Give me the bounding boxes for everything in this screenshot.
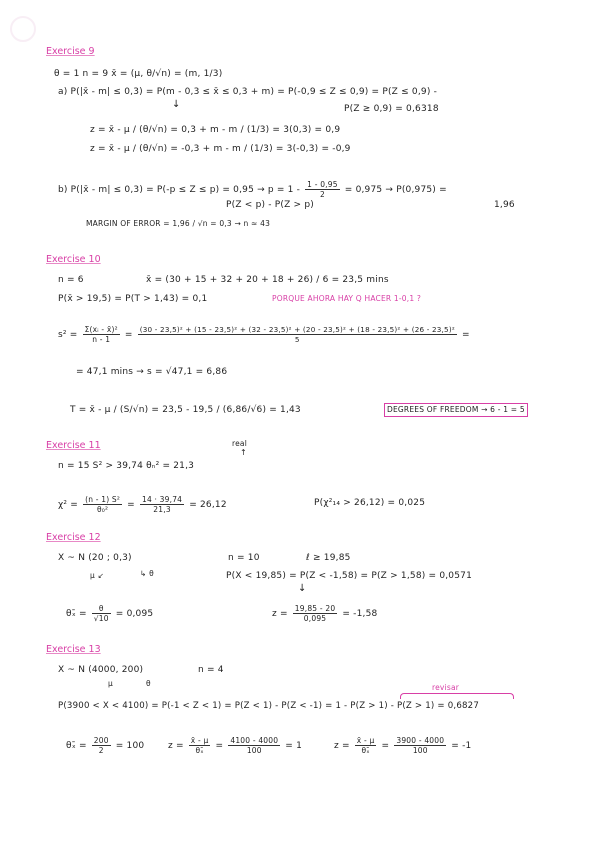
- ex10-question-note: PORQUE AHORA HAY Q HACER 1-0,1 ?: [272, 294, 422, 303]
- s2-expansion-fraction: [138, 325, 457, 344]
- ex13-theta-note: θ: [146, 679, 151, 688]
- ex13-n: n = 4: [198, 665, 224, 675]
- frac-denominator: n - 1: [92, 335, 111, 344]
- up-arrow-icon: ↑: [240, 448, 247, 457]
- sigma-value: = 0,095: [115, 609, 154, 619]
- frac-numerator: 14 · 39,74: [141, 495, 183, 504]
- exercise-9-title: Exercise 9: [46, 46, 95, 57]
- ex9-z-upper: z = x̄ - μ / (θ/√n) = 0,3 + m - m / (1/3) = 3(0,3) = 0,9: [90, 125, 341, 135]
- frac-denominator: √10: [93, 614, 109, 623]
- ex10-variance-formula: s² = $\frac{\text{Σ(xᵢ - x̄)²}}{n - 1}$ = (30 - 23,5)² + (15 - 23,5)² + (32 - 23,5)² + (20 - 23,5)² + (18 - 23,5)² + (26 - 23,5)² 5 =: [58, 325, 470, 344]
- s2-fraction: [83, 325, 120, 344]
- chi-fraction-1: [83, 495, 122, 514]
- ex11-chi-square: χ² = $\frac{\text{(n - 1) S²}}{\text{θ₀²}}$ = $\frac{14 \cdot 39,74}{21,3}$ = 26,12: [58, 495, 227, 514]
- ex9-part-a: a) P(|x̄ - m| ≤ 0,3) = P(m - 0,3 ≤ x̄ ≤ 0,3 + m) = P(-0,9 ≤ Z ≤ 0,9) = P(Z ≤ 0,9) -: [58, 87, 438, 97]
- frac-numerator: (n - 1) S²: [85, 495, 121, 504]
- ex9-part-b-prob: P(Z < p) - P(Z > p): [226, 200, 314, 210]
- frac-denominator: 0,095: [303, 614, 327, 623]
- frac-denominator: 100: [412, 746, 428, 755]
- ex12-limit: ℓ ≥ 19,85: [306, 553, 351, 563]
- ex9-part-a-result: P(Z ≥ 0,9) = 0,6318: [344, 104, 439, 114]
- ex12-distribution: X ~ N (20 ; 0,3): [58, 553, 132, 563]
- ex12-n: n = 10: [228, 553, 260, 563]
- z1-fraction: [189, 736, 211, 755]
- ex13-std-error: [66, 736, 144, 755]
- exercise-13-title: Exercise 13: [46, 644, 101, 655]
- s2-label: s² =: [58, 330, 78, 340]
- frac-numerator: 19,85 - 20: [294, 604, 336, 613]
- frac-denominator: θₓ̄: [361, 746, 370, 755]
- sigma-label: θₓ̄ =: [66, 609, 87, 619]
- s-label: θₓ̄ =: [66, 741, 87, 751]
- ex10-n: n = 6: [58, 275, 84, 285]
- frac-numerator: 200: [93, 736, 109, 745]
- z2-label: z =: [334, 741, 350, 751]
- down-arrow-icon: ↓: [298, 583, 307, 594]
- ex10-variance-result: = 47,1 mins → s = √47,1 = 6,86: [76, 367, 228, 377]
- ex12-z-score: [272, 604, 377, 623]
- frac-numerator: 4100 - 4000: [230, 736, 279, 745]
- exercise-10-title: Exercise 10: [46, 254, 101, 265]
- frac-denominator: 100: [246, 746, 262, 755]
- ex13-revisar-note: revisar: [432, 683, 460, 692]
- ex9-margin-of-error: MARGIN OF ERROR = 1,96 / √n = 0,3 → n ≈ 43: [86, 219, 271, 228]
- frac-denominator: θₓ̄: [195, 746, 204, 755]
- z-value: = -1,58: [342, 609, 378, 619]
- faded-logo-icon: [10, 16, 36, 42]
- frac-numerator: Σ(xᵢ - x̄)²: [84, 325, 118, 334]
- s-fraction: [92, 736, 111, 755]
- frac-numerator: 3900 - 4000: [396, 736, 445, 745]
- chi-fraction-2: [140, 495, 184, 514]
- z-label: z =: [272, 609, 288, 619]
- ex10-probability: P(x̄ > 19,5) = P(T > 1,43) = 0,1: [58, 294, 208, 304]
- ex9-part-b-tail: = 0,975 → P(0,975) =: [344, 185, 447, 195]
- ex13-z-lower: z = $\frac{x̄ - \mu}{\text{θₓ̄}}$ = $\frac{3900 - 4000}{100}$ = -1: [334, 736, 472, 755]
- ex11-real-note: real: [232, 439, 248, 448]
- z1-label: z =: [168, 741, 184, 751]
- theta-label: θ: [149, 569, 154, 578]
- frac-denominator: 21,3: [153, 505, 171, 514]
- ex13-distribution: X ~ N (4000, 200): [58, 665, 144, 675]
- ex13-mu-note: μ: [108, 679, 113, 688]
- ex12-probability: P(X < 19,85) = P(Z < -1,58) = P(Z > 1,58) = 0,0571: [226, 571, 473, 581]
- ex9-part-b: [58, 180, 447, 199]
- frac-numerator: x̄ - μ: [190, 736, 209, 745]
- frac-numerator: (30 - 23,5)² + (15 - 23,5)² + (32 - 23,5)² + (20 - 23,5)² + (18 - 23,5)² + (26 - 23,5)²: [139, 325, 455, 334]
- exercise-12-title: Exercise 12: [46, 532, 101, 543]
- ex10-degrees-of-freedom: DEGREES OF FREEDOM → 6 - 1 = 5: [384, 403, 528, 417]
- ex9-part-b-z: 1,96: [494, 200, 515, 210]
- ex12-mu-note: μ ↙: [90, 571, 105, 580]
- ex10-mean: x̄ = (30 + 15 + 32 + 20 + 18 + 26) / 6 = 23,5 mins: [146, 275, 389, 285]
- ex9-z-lower: z = x̄ - μ / (θ/√n) = -0,3 + m - m / (1/3) = 3(-0,3) = -0,9: [90, 144, 351, 154]
- frac-denominator: 2: [98, 746, 104, 755]
- ex12-std-error: [66, 604, 153, 623]
- ex9-part-b-fraction: [305, 180, 340, 199]
- ex9-part-b-text: b) P(|x̄ - m| ≤ 0,3) = P(-p ≤ Z ≤ p) = 0,95 → p = 1 -: [58, 185, 301, 195]
- frac-numerator: θ: [92, 604, 111, 614]
- frac-denominator: 2: [319, 190, 325, 199]
- ex9-given: θ = 1 n = 9 x̄ = (μ, θ/√n) = (m, 1/3): [54, 69, 223, 79]
- ex13-z-upper: z = $\frac{x̄ - \mu}{\text{θₓ̄}}$ = $\frac{4100 - 4000}{100}$ = 1: [168, 736, 303, 755]
- frac-denominator: θ₀²: [96, 505, 109, 514]
- z1-fraction-values: [228, 736, 280, 755]
- revisar-bracket: [400, 693, 514, 699]
- z2-fraction: [355, 736, 377, 755]
- z1-value: = 1: [285, 741, 303, 751]
- down-arrow-icon: ↓: [172, 99, 181, 110]
- ex11-given: n = 15 S² > 39,74 θₙ² = 21,3: [58, 461, 195, 471]
- sigma-fraction: [92, 604, 111, 623]
- z2-fraction-values: [394, 736, 446, 755]
- ex13-probability: P(3900 < X < 4100) = P(-1 < Z < 1) = P(Z < 1) - P(Z < -1) = 1 - P(Z > 1) - P(Z > 1) = 0,6827: [58, 701, 479, 711]
- mu-label: μ: [90, 571, 95, 580]
- exercise-11-title: Exercise 11: [46, 440, 101, 451]
- z-fraction: [293, 604, 338, 623]
- s-value: = 100: [115, 741, 145, 751]
- z2-value: = -1: [451, 741, 472, 751]
- ex12-theta-note: ↳ θ: [140, 569, 154, 578]
- frac-numerator: x̄ - μ: [356, 736, 375, 745]
- chi-value: = 26,12: [189, 500, 227, 510]
- ex10-t-statistic: T = x̄ - μ / (S/√n) = 23,5 - 19,5 / (6,86/√6) = 1,43: [70, 405, 301, 415]
- frac-numerator: 1 - 0,95: [307, 180, 338, 189]
- frac-denominator: 5: [294, 335, 300, 344]
- ex11-chi-probability: P(χ²₁₄ > 26,12) = 0,025: [314, 498, 426, 508]
- chi-label: χ² =: [58, 500, 79, 510]
